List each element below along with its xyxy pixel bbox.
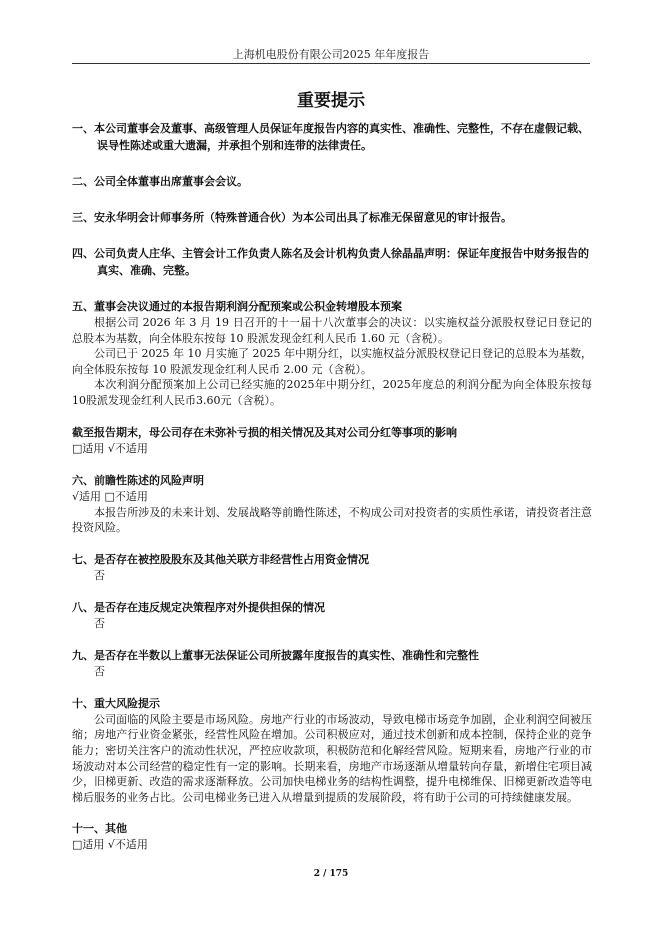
section-5-paragraph-2: 公司已于 2025 年 10 月实施了 2025 年中期分红，以实施权益分派股权登记日登记的总股本为基数，向全体股东按每 10 股派发现金红利人民币 2.00 元（含税）。 [72,347,592,376]
section-7-heading: 七、是否存在被控股股东及其他关联方非经营性占用资金情况 [72,552,369,566]
section-10-text: 公司面临的风险主要是市场风险。房地产行业的市场波动，导致电梯市场竞争加剧，企业利润空间被压缩；房地产行业资金紧张，经营性风险在增加。公司积极应对，通过技术创新和成本控制，保持企业的竞争能力；密切关注客户的流动性状况，严控应收款项，积极防范和化解经营风险。短期来看，房地产行业的市场波动对本公司经营的稳定性有一定的影响。长期来看，房地产市场逐渐从增量转向存量，新增住宅项目减少，旧梯更新、改造的需求逐渐释放。公司加快电梯业务的结构性调整，提升电梯维保、旧梯更新改造等电梯后服务的业务占比。公司电梯业务已进入从增量到提质的发展阶段，将有助于公司的可持续健康发展。 [72,712,592,804]
section-5-paragraph-3: 本次利润分配预案加上公司已经实施的2025年中期分红，2025年度总的利润分配为向全体股东按每10股派发现金红利人民币3.60元（含税）。 [72,378,592,407]
section-4: 四、公司负责人庄华、主管会计工作负责人陈名及会计机构负责人徐晶晶声明：保证年度报告中财务报告的真实、准确、完整。 [72,247,589,277]
section-6-applicability: √适用 □不适用 [72,489,148,503]
section-5-paragraph-1: 根据公司 2026 年 3 月 19 日召开的十一届十八次董事会的决议：以实施权益分派股权登记日登记的总股本为基数，向全体股东按每 10 股派发现金红利人民币 1.60 元（含税）。 [72,316,592,345]
section-7-answer: 否 [94,568,105,582]
section-8-heading: 八、是否存在违反规定决策程序对外提供担保的情况 [72,600,325,614]
section-3: 三、安永华明会计师事务所（特殊普通合伙）为本公司出具了标准无保留意见的审计报告。 [72,211,512,224]
section-10-heading: 十、重大风险提示 [72,696,160,710]
section-11-heading: 十一、其他 [72,822,127,836]
section-9-answer: 否 [94,664,105,678]
section-9-heading: 九、是否存在半数以上董事无法保证公司所披露年度报告的真实性、准确性和完整性 [72,648,479,662]
section-8-answer: 否 [94,616,105,630]
section-5-heading: 五、董事会决议通过的本报告期利润分配预案或公积金转增股本预案 [72,300,402,313]
section-6-text: 本报告所涉及的未来计划、发展战略等前瞻性陈述，不构成公司对投资者的实质性承诺，请投资者注意投资风险。 [72,505,592,535]
section-1: 一、本公司董事会及董事、高级管理人员保证年度报告内容的真实性、准确性、完整性，不存在虚假记载、误导性陈述或重大遗漏，并承担个别和连带的法律责任。 [72,122,589,152]
section-2: 二、公司全体董事出席董事会会议。 [72,175,248,188]
header-rule [72,63,590,64]
page-number: 2 / 175 [313,869,349,879]
deficit-heading: 截至报告期末，母公司存在未弥补亏损的相关情况及其对公司分红等事项的影响 [72,425,457,439]
running-header: 上海机电股份有限公司2025 年年度报告 [232,48,430,61]
deficit-applicability: □适用 √不适用 [72,441,148,455]
content [72,120,592,853]
section-6-heading: 六、前瞻性陈述的风险声明 [72,473,204,487]
section-11-applicability: □适用 √不适用 [72,838,148,852]
page-title: 重要提示 [297,91,365,111]
